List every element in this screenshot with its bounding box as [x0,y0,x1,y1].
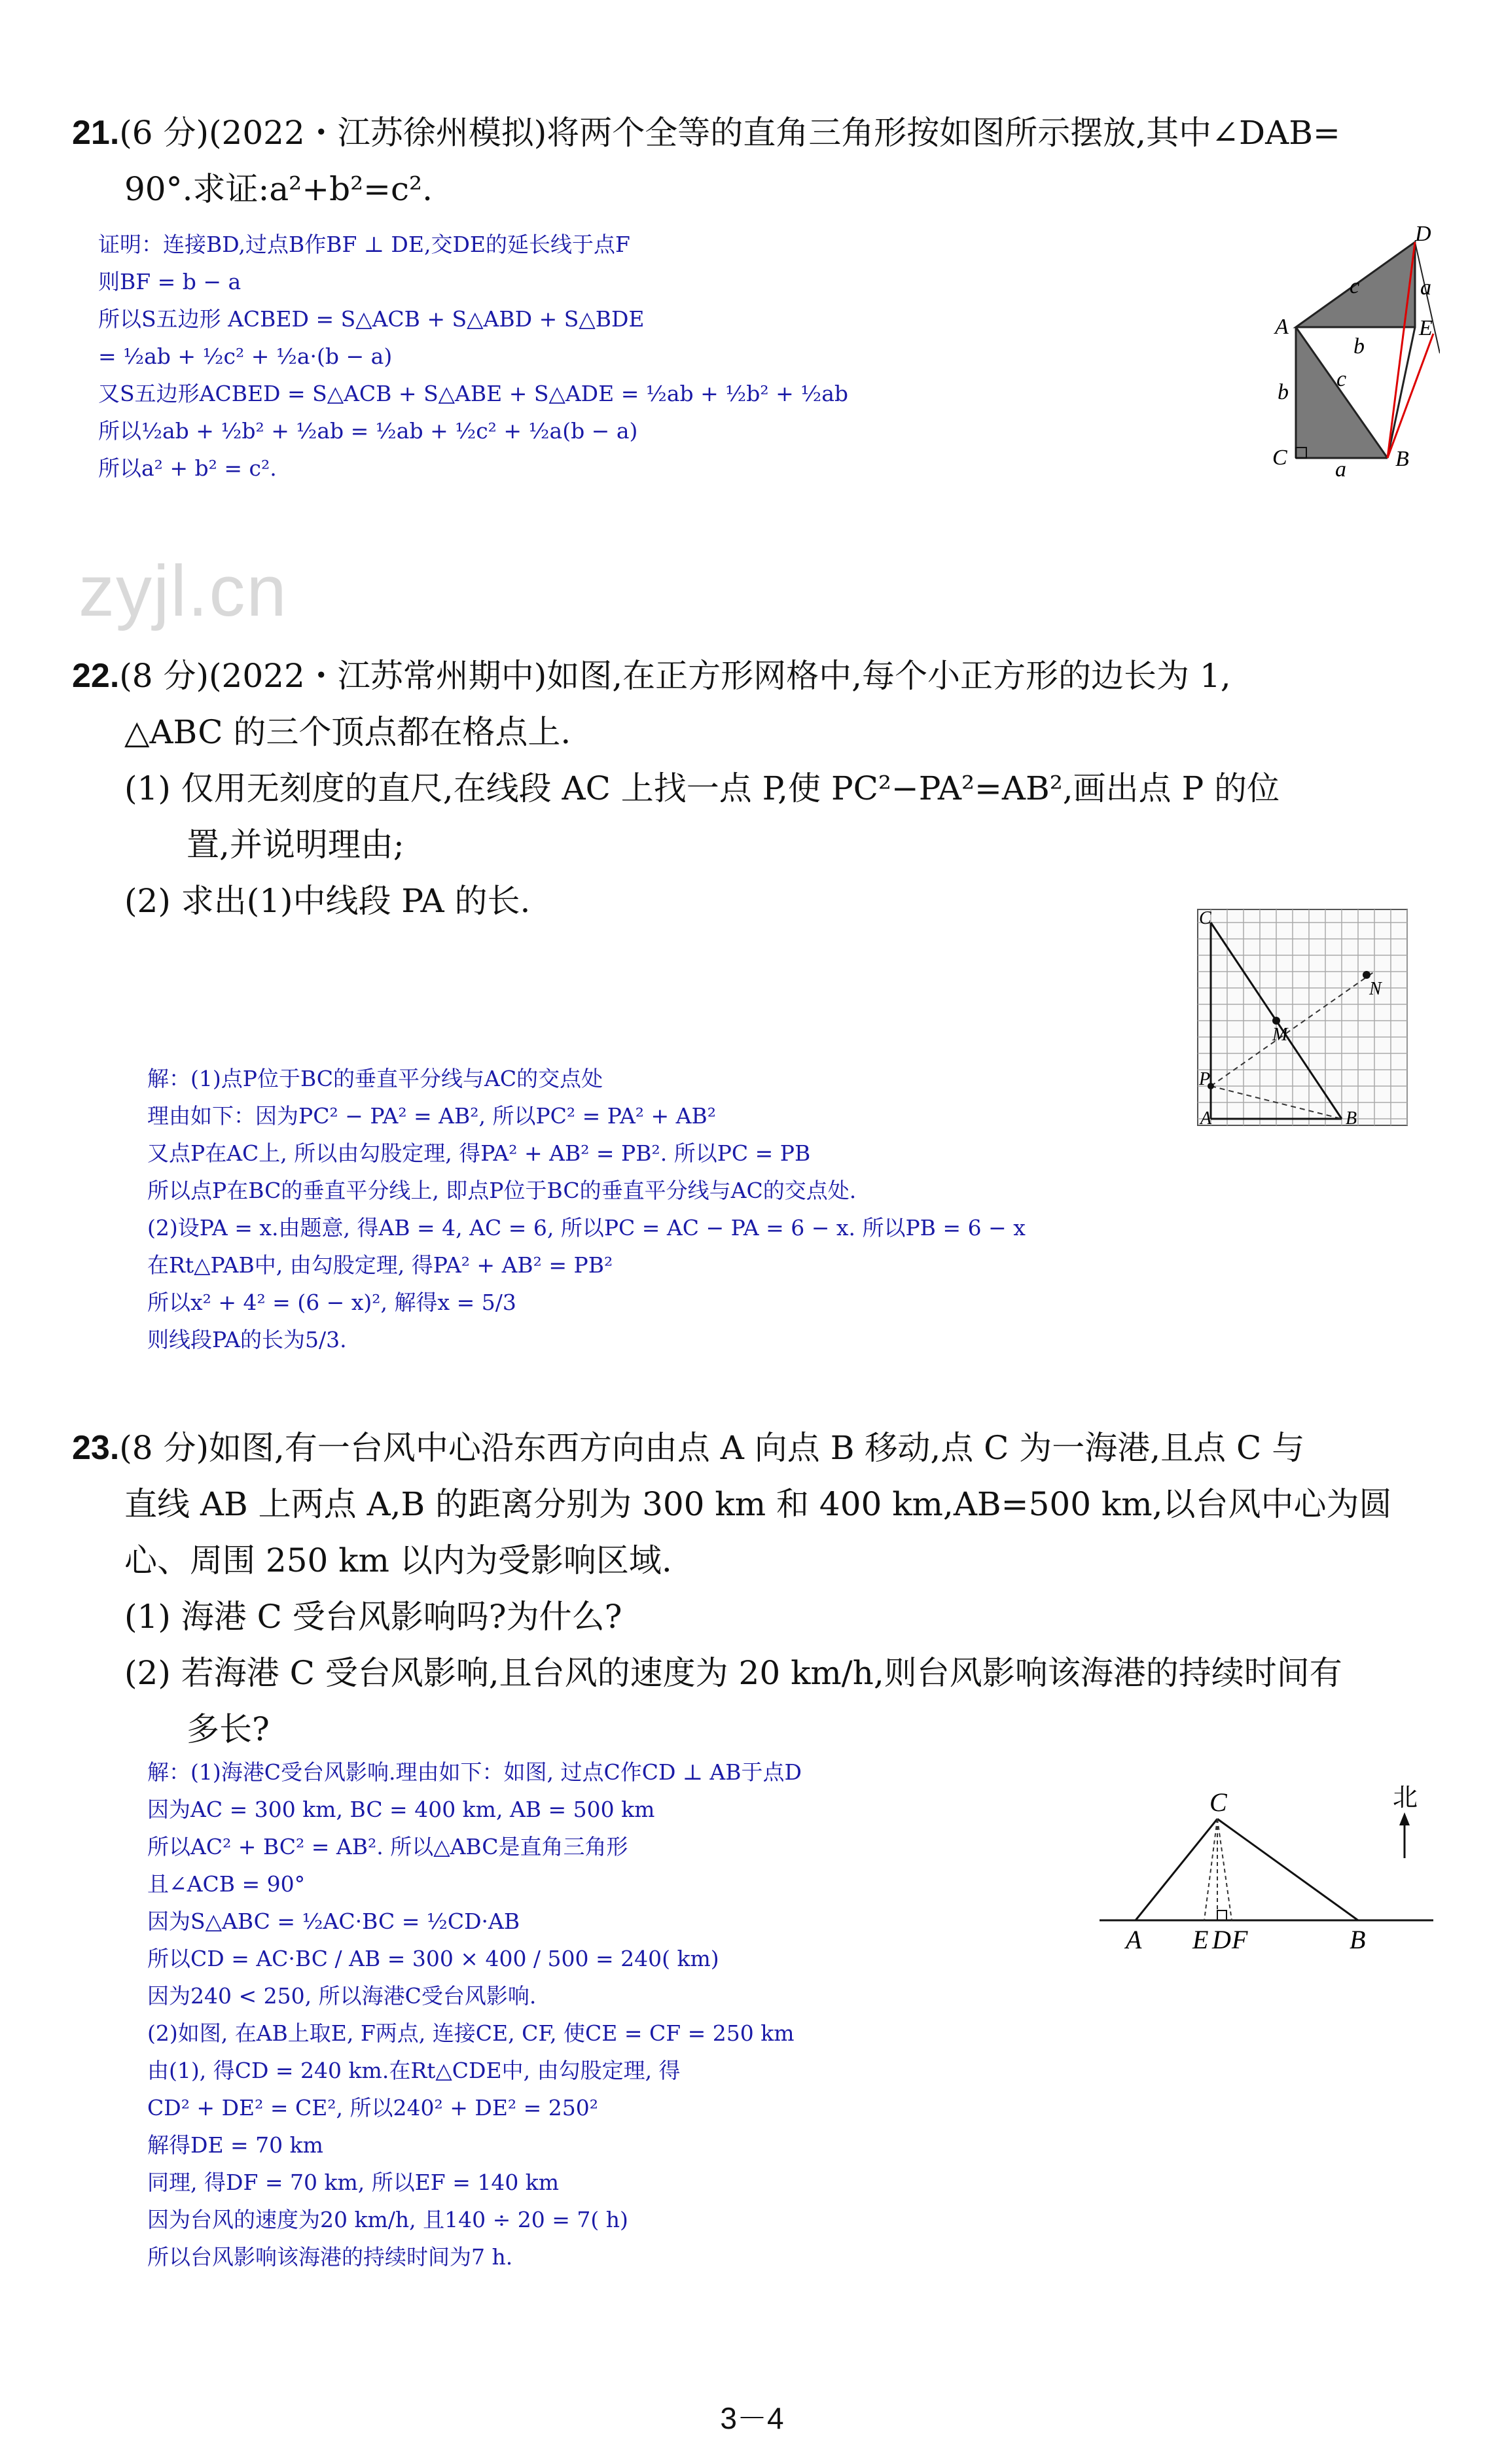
figure-label: a [1335,457,1346,478]
solution-line: 所以S五边形 ACBED = S△ACB + S△ABD + S△BDE [98,306,645,332]
question-21 [72,105,1433,217]
figure-label: c [1336,367,1347,391]
solution-line: 所以a² + b² = c². [98,455,277,481]
solution-line: 理由如下：因为PC² − PA² = AB², 所以PC² = PA² + AB² [147,1103,716,1129]
figure-label: B [1395,447,1409,471]
figure-label: B [1346,1108,1357,1129]
question-text: (8 分)如图,有一台风中心沿东西方向由点 A 向点 B 移动,点 C 为一海港,且点 C 与 [119,1429,1305,1467]
solution-line: (2)设PA = x.由题意, 得AB = 4, AC = 6, 所以PC = AC − PA = 6 − x. 所以PB = 6 − x [147,1215,1026,1241]
question-number: 22. [72,657,120,695]
solution-line: (2)如图, 在AB上取E, F两点, 连接CE, CF, 使CE = CF = 250 km [147,2020,795,2046]
figure-label: A [1126,1925,1142,1954]
question-text: 90°.求证:a²+b²=c². [124,170,433,208]
solution-line: CD² + DE² = CE², 所以240² + DE² = 250² [147,2095,598,2121]
solution-line: 则BF = b − a [98,269,242,294]
solution-line: 解：(1)海港C受台风影响.理由如下：如图, 过点C作CD ⊥ AB于点D [147,1759,802,1785]
solution-line: 在Rt△PAB中, 由勾股定理, 得PA² + AB² = PB² [147,1252,613,1278]
figure-label: M [1272,1025,1288,1045]
figure-label: b [1278,380,1289,404]
question-text: (2) 若海港 C 受台风影响,且台风的速度为 20 km/h,则台风影响该海港的持续时间有 [124,1654,1342,1692]
figure-label: C [1199,908,1211,928]
solution-line: 所以½ab + ½b² + ½ab = ½ab + ½c² + ½a(b − a) [98,418,638,444]
figure-label: A [1200,1108,1212,1129]
figure-label: D [1212,1925,1231,1954]
watermark: zyjl.cn [79,551,288,631]
solution-line: 所以CD = AC·BC / AB = 300 × 400 / 500 = 240( km) [147,1946,719,1971]
figure-23 [1100,1767,1440,1963]
solution-line: 由(1), 得CD = 240 km.在Rt△CDE中, 由勾股定理, 得 [147,2058,681,2083]
question-23 [72,1420,1433,1757]
solution-23 [147,1753,802,2276]
figure-label: A [1275,315,1289,339]
figure-label: N [1369,979,1382,999]
question-22 [72,648,1433,929]
question-text: 直线 AB 上两点 A,B 的距离分别为 300 km 和 400 km,AB=500 km,以台风中心为圆 [124,1485,1392,1523]
figure-22-grid [1191,903,1414,1138]
solution-line: 同理, 得DF = 70 km, 所以EF = 140 km [147,2170,560,2195]
north-label: 北 [1393,1783,1418,1812]
figure-21 [1244,222,1440,478]
solution-line: 因为S△ABC = ½AC·BC = ½CD·AB [147,1909,520,1934]
question-text: (1) 海港 C 受台风影响吗?为什么? [124,1598,622,1636]
solution-line: 解得DE = 70 km [147,2132,323,2158]
question-text: (2) 求出(1)中线段 PA 的长. [124,882,531,920]
figure-label: a [1420,275,1431,300]
figure-label: c [1350,274,1360,298]
solution-line: 又点P在AC上, 所以由勾股定理, 得PA² + AB² = PB². 所以PC = PB [147,1140,811,1166]
figure-label: E [1192,1925,1209,1954]
solution-line: = ½ab + ½c² + ½a·(b − a) [98,343,393,369]
figure-label: E [1419,316,1433,340]
solution-line: 又S五边形ACBED = S△ACB + S△ABE + S△ADE = ½ab + ½b² + ½ab [98,381,849,406]
solution-line: 所以x² + 4² = (6 − x)², 解得x = 5/3 [147,1290,516,1315]
question-text: (1) 仅用无刻度的直尺,在线段 AC 上找一点 P,使 PC²−PA²=AB²,画出点 P 的位 [124,769,1280,807]
figure-label: F [1232,1925,1248,1954]
solution-line: 所以点P在BC的垂直平分线上, 即点P位于BC的垂直平分线与AC的交点处. [147,1178,857,1203]
figure-label: C [1209,1787,1227,1817]
question-text: △ABC 的三个顶点都在格点上. [124,713,571,751]
question-text: 置,并说明理由; [187,826,404,864]
figure-label: D [1415,222,1431,246]
solution-21 [98,226,848,487]
question-text: 心、周围 250 km 以内为受影响区域. [124,1541,672,1579]
solution-line: 因为240 < 250, 所以海港C受台风影响. [147,1983,537,2009]
solution-line: 则线段PA的长为5/3. [147,1327,347,1352]
solution-line: 解：(1)点P位于BC的垂直平分线与AC的交点处 [147,1066,603,1091]
solution-line: 且∠ACB = 90° [147,1871,306,1897]
question-text: (6 分)(2022・江苏徐州模拟)将两个全等的直角三角形按如图所示摆放,其中∠DAB= [119,114,1340,152]
figure-label: B [1350,1925,1366,1954]
solution-line: 证明：连接BD,过点B作BF ⊥ DE,交DE的延长线于点F [98,232,630,257]
figure-label: b [1353,334,1365,359]
question-number: 21. [72,114,120,152]
figure-label: C [1272,446,1287,470]
question-number: 23. [72,1429,120,1467]
figure-label: P [1199,1069,1211,1089]
page-number: 3－4 [720,2401,784,2435]
solution-line: 因为台风的速度为20 km/h, 且140 ÷ 20 = 7( h) [147,2207,628,2232]
question-text: 多长? [187,1710,270,1748]
solution-line: 因为AC = 300 km, BC = 400 km, AB = 500 km [147,1797,655,1822]
solution-line: 所以台风影响该海港的持续时间为7 h. [147,2244,513,2270]
solution-22 [147,1060,1026,1358]
question-text: (8 分)(2022・江苏常州期中)如图,在正方形网格中,每个小正方形的边长为 1, [119,657,1231,695]
solution-line: 所以AC² + BC² = AB². 所以△ABC是直角三角形 [147,1834,628,1859]
